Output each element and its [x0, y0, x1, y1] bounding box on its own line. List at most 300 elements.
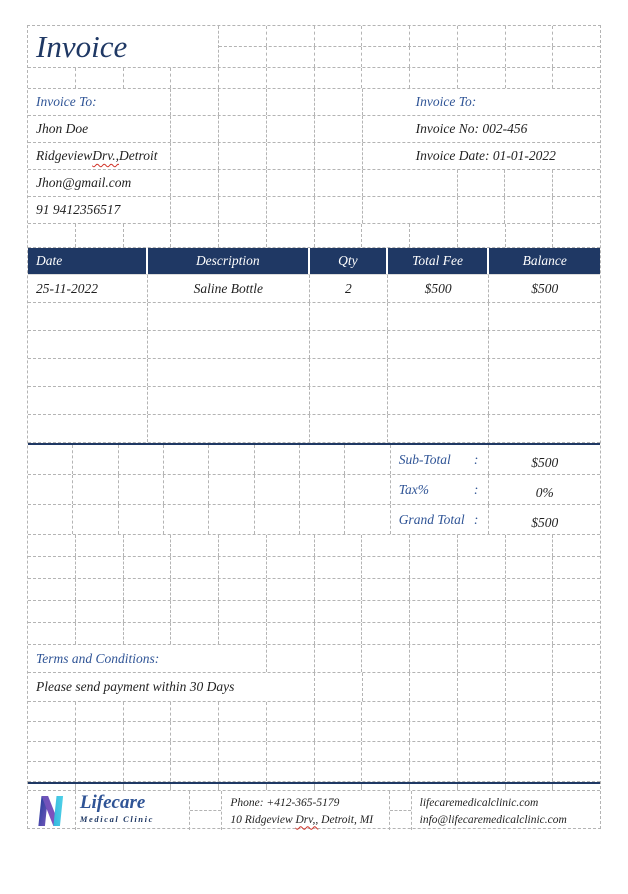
grid-strip [28, 445, 390, 474]
grid-cell [171, 224, 219, 247]
grid-strip [28, 722, 600, 742]
grid-strip [28, 702, 600, 722]
grid-cell [164, 475, 209, 504]
grid-cell [362, 702, 410, 721]
grid-cell [410, 673, 458, 701]
table-empty-cell [148, 303, 310, 330]
grid-cell [171, 623, 219, 644]
grid-strip [219, 26, 600, 47]
subtotal-colon: : [473, 451, 479, 467]
grid-cell [171, 557, 219, 578]
billto-name-row [28, 116, 600, 143]
grid-cell [76, 762, 124, 781]
grid-cell [410, 224, 458, 247]
grand-total-colon: : [473, 511, 479, 527]
grid-cell [553, 601, 600, 622]
grid-cell [124, 742, 172, 761]
grid-strip [171, 170, 410, 196]
grid-cell [267, 535, 315, 556]
grid-cell [219, 557, 267, 578]
table-empty-cell [28, 303, 148, 330]
grid-cell [410, 170, 458, 196]
grid-cell [267, 579, 315, 600]
grid-cell [553, 702, 600, 721]
grid-cell [410, 579, 458, 600]
grid-cell [73, 505, 118, 534]
subtotal-row [28, 445, 600, 475]
grid-strip [171, 143, 410, 169]
grid-cell [553, 742, 600, 761]
address-part1: Ridgeview [36, 148, 93, 163]
table-empty-row [28, 303, 600, 331]
grid-cell [553, 673, 600, 701]
grid-cell [124, 784, 172, 790]
customer-address [28, 143, 171, 169]
grid-cell [458, 224, 506, 247]
grid-strip [28, 623, 600, 645]
grand-total-label-cell [390, 505, 490, 534]
table-empty-cell [310, 387, 388, 414]
grand-total-label: Grand Total [398, 511, 465, 527]
grid-cell [267, 742, 315, 761]
grid-cell [458, 702, 506, 721]
grid-cell [267, 47, 315, 67]
grid-cell [267, 762, 315, 781]
grid-cell [219, 601, 267, 622]
grid-cell [362, 722, 410, 741]
grid-cell [209, 475, 254, 504]
grid-cell [458, 601, 506, 622]
grid-cell [171, 742, 219, 761]
grid-cell [164, 505, 209, 534]
item-date: 25-11-2022 [28, 275, 148, 302]
grid-cell [553, 197, 600, 223]
grid-cell [315, 645, 363, 672]
grid-cell [553, 170, 600, 196]
grid-cell [315, 116, 363, 142]
footer-web-block [412, 791, 600, 830]
table-empty-cell [489, 359, 600, 386]
grid-cell [124, 722, 172, 741]
column-header-description: Description [148, 248, 310, 274]
tax-value: 0% [535, 484, 554, 500]
billto-label-row [28, 89, 600, 116]
grid-cell [506, 762, 554, 781]
grid-cell [28, 445, 73, 474]
billto-phone-row [28, 197, 600, 224]
table-empty-cell [489, 303, 600, 330]
grid-cell [362, 579, 410, 600]
grid-cell [119, 475, 164, 504]
grid-cell [506, 722, 554, 741]
grid-cell [171, 143, 219, 169]
grid-strip [171, 89, 410, 115]
grid-cell [553, 557, 600, 578]
grid-strip [28, 742, 600, 762]
column-header-total-fee: Total Fee [388, 248, 490, 274]
grid-cell [124, 68, 172, 88]
grid-cell [28, 623, 76, 644]
page-title: Invoice [36, 29, 128, 64]
grid-cell [458, 579, 506, 600]
tax-label: Tax% [398, 481, 429, 497]
grid-cell [73, 475, 118, 504]
table-empty-cell [28, 359, 148, 386]
grid-strip [410, 170, 600, 196]
grid-cell [76, 742, 124, 761]
grid-cell [219, 26, 267, 46]
grid-cell [267, 557, 315, 578]
grid-cell [164, 445, 209, 474]
grid-strip [190, 791, 222, 830]
company-subtitle: Medical Clinic [79, 814, 154, 824]
invoice-date: Invoice Date: 01-01-2022 [415, 148, 556, 163]
table-empty-cell [388, 387, 490, 414]
grid-cell [124, 601, 172, 622]
grid-cell [315, 673, 363, 701]
grid-cell [219, 702, 267, 721]
grid-cell [345, 475, 389, 504]
grid-cell [267, 89, 315, 115]
grid-cell [345, 505, 389, 534]
grid-cell [506, 26, 554, 46]
table-empty-row [28, 387, 600, 415]
grid-cell [315, 47, 363, 67]
invoice-sheet [27, 25, 601, 829]
table-empty-cell [310, 331, 388, 358]
grid-cell [219, 170, 267, 196]
footer-contact-block [222, 791, 389, 830]
grid-cell [171, 702, 219, 721]
grid-cell [28, 224, 76, 247]
grid-cell [506, 601, 554, 622]
grid-cell [410, 47, 458, 67]
table-empty-row [28, 359, 600, 387]
table-empty-cell [28, 415, 148, 442]
grid-cell [458, 673, 506, 701]
grid-cell [553, 722, 600, 741]
grid-strip [28, 579, 600, 601]
billto-address-row [28, 143, 600, 170]
grid-cell [267, 623, 315, 644]
table-empty-cell [310, 415, 388, 442]
grid-cell [553, 47, 600, 67]
company-logo [28, 791, 76, 830]
grid-cell [171, 89, 219, 115]
grid-cell [363, 89, 410, 115]
grid-cell [124, 762, 172, 781]
grid-cell [458, 535, 506, 556]
grid-cell [362, 742, 410, 761]
grid-cell [219, 224, 267, 247]
grid-cell [506, 784, 554, 790]
terms-label-row [28, 645, 600, 673]
column-header-balance: Balance [522, 253, 567, 268]
grid-cell [171, 116, 219, 142]
table-empty-row [28, 415, 600, 443]
grid-cell [506, 742, 554, 761]
tax-colon: : [473, 481, 479, 497]
table-empty-cell [28, 387, 148, 414]
grid-cell [315, 535, 363, 556]
grid-cell [315, 89, 363, 115]
grid-cell [209, 445, 254, 474]
footer-address [230, 812, 388, 829]
grid-cell [219, 116, 267, 142]
grid-cell [315, 762, 363, 781]
customer-phone: 91 9412356517 [28, 197, 171, 223]
grid-cell [28, 702, 76, 721]
grid-cell [28, 601, 76, 622]
grid-cell [553, 784, 600, 790]
footer-row [28, 791, 600, 830]
grid-cell [171, 535, 219, 556]
table-empty-cell [489, 415, 600, 442]
grid-strip [390, 791, 412, 830]
grid-cell [458, 197, 506, 223]
item-description: Saline Bottle [148, 275, 310, 302]
grid-cell [362, 645, 410, 672]
grid-cell [362, 623, 410, 644]
grid-strip [28, 557, 600, 579]
grid-cell [315, 702, 363, 721]
grid-cell [362, 762, 410, 781]
grid-cell [76, 579, 124, 600]
grid-cell [506, 673, 554, 701]
grid-cell [553, 535, 600, 556]
grid-cell [410, 784, 458, 790]
table-empty-row [28, 331, 600, 359]
grid-cell [315, 68, 363, 88]
grid-cell [300, 475, 345, 504]
address-part2: Detroit [118, 148, 158, 163]
grid-cell [506, 557, 554, 578]
grid-cell [315, 224, 363, 247]
grid-cell [410, 722, 458, 741]
terms-label: Terms and Conditions: [28, 645, 267, 672]
grid-cell [315, 26, 363, 46]
grid-cell [73, 445, 118, 474]
grid-cell [363, 673, 411, 701]
grid-cell [410, 26, 458, 46]
grid-cell [315, 170, 363, 196]
grand-total-row [28, 505, 600, 535]
grid-strip [28, 601, 600, 623]
grid-strip [28, 224, 600, 248]
terms-text-row [28, 673, 600, 702]
grid-cell [410, 762, 458, 781]
grid-cell [410, 197, 458, 223]
grid-cell [362, 557, 410, 578]
grid-cell [458, 557, 506, 578]
column-header-qty: Qty [310, 248, 388, 274]
title-cell [28, 26, 219, 67]
grid-cell [28, 784, 76, 790]
grand-total-value: $500 [531, 514, 559, 530]
grid-cell [506, 579, 554, 600]
grid-cell [76, 702, 124, 721]
grid-cell [363, 116, 410, 142]
grid-cell [76, 535, 124, 556]
subtotal-label: Sub-Total [398, 451, 451, 467]
grid-cell [553, 68, 600, 88]
grid-cell [219, 762, 267, 781]
grid-cell [124, 557, 172, 578]
grid-cell [362, 47, 410, 67]
grid-strip [410, 197, 600, 223]
grid-cell [28, 505, 73, 534]
grid-cell [171, 601, 219, 622]
grid-cell [255, 505, 300, 534]
table-empty-cell [148, 415, 310, 442]
grid-cell [410, 68, 458, 88]
company-name: Lifecare [79, 792, 146, 813]
grid-cell [219, 89, 267, 115]
grid-cell [76, 784, 124, 790]
invoice-number: Invoice No: 002-456 [415, 121, 528, 136]
column-header-date: Date [28, 248, 148, 274]
grid-cell [315, 601, 363, 622]
grid-cell [171, 762, 219, 781]
grid-cell [362, 601, 410, 622]
grid-cell [362, 224, 410, 247]
grid-cell [410, 742, 458, 761]
footer-email: info@lifecaremedicalclinic.com [419, 813, 567, 826]
grid-cell [267, 722, 315, 741]
grid-cell [345, 445, 389, 474]
table-empty-cell [489, 387, 600, 414]
grid-cell [315, 143, 363, 169]
address-misspelled-word: Drv., [92, 148, 119, 163]
billto-label: Invoice To: [28, 89, 171, 115]
grid-cell [506, 47, 554, 67]
grid-cell [553, 645, 600, 672]
grid-cell [28, 742, 76, 761]
grid-cell [267, 197, 315, 223]
table-header-row [28, 248, 600, 275]
grid-cell [119, 445, 164, 474]
customer-email: Jhon@gmail.com [28, 170, 171, 196]
grid-cell [267, 784, 315, 790]
item-balance: $500 [531, 280, 559, 296]
footer-phone: Phone: +412-365-5179 [230, 796, 340, 809]
grid-cell [300, 445, 345, 474]
grid-cell [255, 445, 300, 474]
grid-cell [458, 68, 506, 88]
grid-cell [362, 784, 410, 790]
grid-strip [171, 116, 410, 142]
terms-text: Please send payment within 30 Days [28, 673, 315, 701]
grid-cell [410, 623, 458, 644]
grid-cell [458, 742, 506, 761]
grid-cell [267, 26, 315, 46]
grid-cell [267, 116, 315, 142]
grid-cell [255, 475, 300, 504]
grid-cell [28, 762, 76, 781]
grid-cell [553, 26, 600, 46]
grid-cell [171, 722, 219, 741]
grid-cell [315, 197, 363, 223]
grid-strip [267, 645, 600, 672]
title-row [28, 26, 600, 68]
grid-cell [553, 224, 600, 247]
grid-cell [28, 557, 76, 578]
grid-cell [76, 224, 124, 247]
invoice-meta-label: Invoice To: [415, 94, 477, 109]
grid-cell [219, 579, 267, 600]
grid-cell [28, 475, 73, 504]
grid-cell [219, 535, 267, 556]
grid-cell [124, 579, 172, 600]
item-total-fee: $500 [388, 275, 490, 302]
billto-email-row [28, 170, 600, 197]
grid-cell [506, 68, 554, 88]
grid-strip [28, 475, 390, 504]
grid-cell [171, 784, 219, 790]
grid-cell [267, 702, 315, 721]
grid-cell [124, 535, 172, 556]
grid-cell [505, 170, 553, 196]
grid-cell [76, 557, 124, 578]
grid-strip [28, 784, 600, 791]
grid-strip [219, 47, 600, 67]
subtotal-label-cell [390, 445, 490, 474]
grid-cell [219, 68, 267, 88]
grid-cell [171, 197, 219, 223]
table-empty-cell [310, 359, 388, 386]
grid-cell [363, 197, 410, 223]
grid-cell [76, 722, 124, 741]
table-empty-cell [388, 303, 490, 330]
customer-name: Jhon Doe [28, 116, 171, 142]
footer-address-misspelled-word: Drv,, [295, 813, 319, 826]
grid-cell [209, 505, 254, 534]
grid-cell [410, 601, 458, 622]
lifecare-logo-icon [36, 795, 66, 827]
grid-cell [553, 623, 600, 644]
tax-label-cell [390, 475, 490, 504]
grid-cell [410, 557, 458, 578]
grid-cell [362, 68, 410, 88]
grid-cell [363, 143, 410, 169]
grid-cell [315, 742, 363, 761]
grid-cell [76, 68, 124, 88]
grid-cell [219, 784, 267, 790]
grid-cell [458, 47, 506, 67]
grid-cell [267, 68, 315, 88]
table-empty-rows [28, 303, 600, 443]
footer-address-part1: 10 Ridgeview [230, 813, 296, 826]
grid-cell [506, 623, 554, 644]
table-empty-cell [388, 415, 490, 442]
grid-cell [119, 505, 164, 534]
grid-cell [410, 535, 458, 556]
table-empty-cell [148, 387, 310, 414]
grid-cell [267, 170, 315, 196]
grid-strip [28, 68, 600, 89]
grid-cell [267, 224, 315, 247]
item-qty: 2 [310, 275, 388, 302]
table-empty-cell [388, 359, 490, 386]
table-empty-cell [388, 331, 490, 358]
table-empty-cell [28, 331, 148, 358]
grid-cell [553, 762, 600, 781]
grid-cell [505, 197, 553, 223]
grid-cell [28, 722, 76, 741]
grid-cell [458, 645, 506, 672]
grid-cell [506, 535, 554, 556]
grid-cell [171, 68, 219, 88]
